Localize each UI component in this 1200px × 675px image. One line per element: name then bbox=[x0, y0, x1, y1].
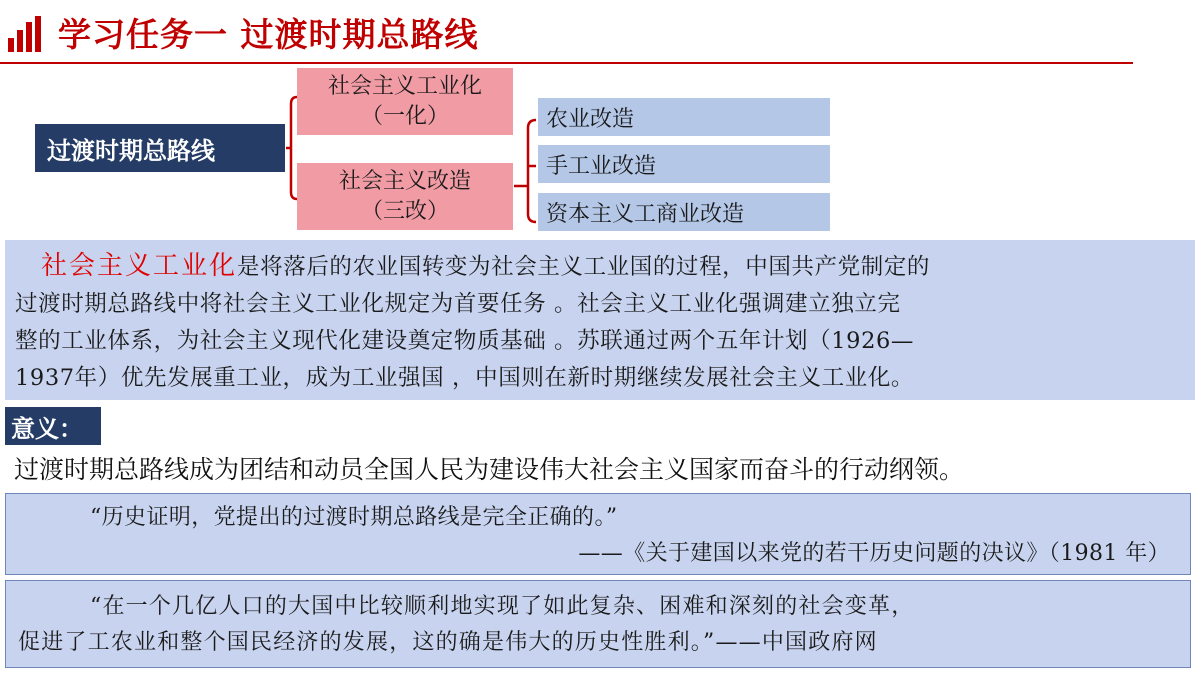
paragraph-line bbox=[15, 248, 1185, 286]
industrialization-paragraph bbox=[5, 240, 1195, 400]
node-sublabel: （一化） bbox=[360, 103, 449, 129]
node-transformation bbox=[297, 163, 513, 230]
page-title: 学习任务一 过渡时期总路线 bbox=[58, 15, 479, 54]
quote-text: “在一个几亿人口的大国中比较顺利地实现了如此复杂、困难和深刻的社会变革， bbox=[90, 594, 915, 619]
diagram-root: 过渡时期总路线 bbox=[35, 124, 285, 172]
paragraph-line-rest: 是将落后的农业国转变为社会主义工业国的过程，中国共产党制定的 bbox=[237, 254, 931, 280]
quote-box bbox=[5, 493, 1191, 575]
node-label: 社会主义工业化 bbox=[327, 73, 482, 99]
node-industrialization bbox=[297, 68, 513, 135]
leaf-handicraft: 手工业改造 bbox=[538, 145, 830, 183]
leaf-agriculture: 农业改造 bbox=[538, 98, 830, 136]
quote-text: “历史证明，党提出的过渡时期总路线是完全正确的。” bbox=[90, 505, 618, 530]
leaf-capitalist-commerce: 资本主义工商业改造 bbox=[538, 193, 830, 231]
paragraph-line: 过渡时期总路线中将社会主义工业化规定为首要任务 。社会主义工业化强调建立独立完 bbox=[15, 291, 901, 317]
quote-text: 促进了工农业和整个国民经济的发展，这的确是伟大的历史性胜利。”——中国政府网 bbox=[18, 630, 878, 655]
paragraph-line: 1937年）优先发展重工业，成为工业强国 ，中国则在新时期继续发展社会主义工业化。 bbox=[15, 365, 915, 391]
node-label: 社会主义改造 bbox=[338, 168, 471, 194]
paragraph-lead: 社会主义工业化 bbox=[41, 251, 238, 281]
quote-box bbox=[5, 580, 1191, 668]
root-bracket bbox=[286, 97, 297, 199]
meaning-sentence: 过渡时期总路线成为团结和动员全国人民为建设伟大社会主义国家而奋斗的行动纲领。 bbox=[14, 455, 965, 484]
node-sublabel: （三改） bbox=[360, 198, 449, 224]
node-bracket bbox=[514, 120, 536, 222]
quote-source: ——《关于建国以来党的若干历史问题的决议》（1981 年） bbox=[578, 541, 1170, 566]
paragraph-line: 整的工业体系，为社会主义现代化建设奠定物质基础 。苏联通过两个五年计划（1926— bbox=[15, 328, 915, 354]
meaning-label: 意义： bbox=[5, 407, 101, 445]
